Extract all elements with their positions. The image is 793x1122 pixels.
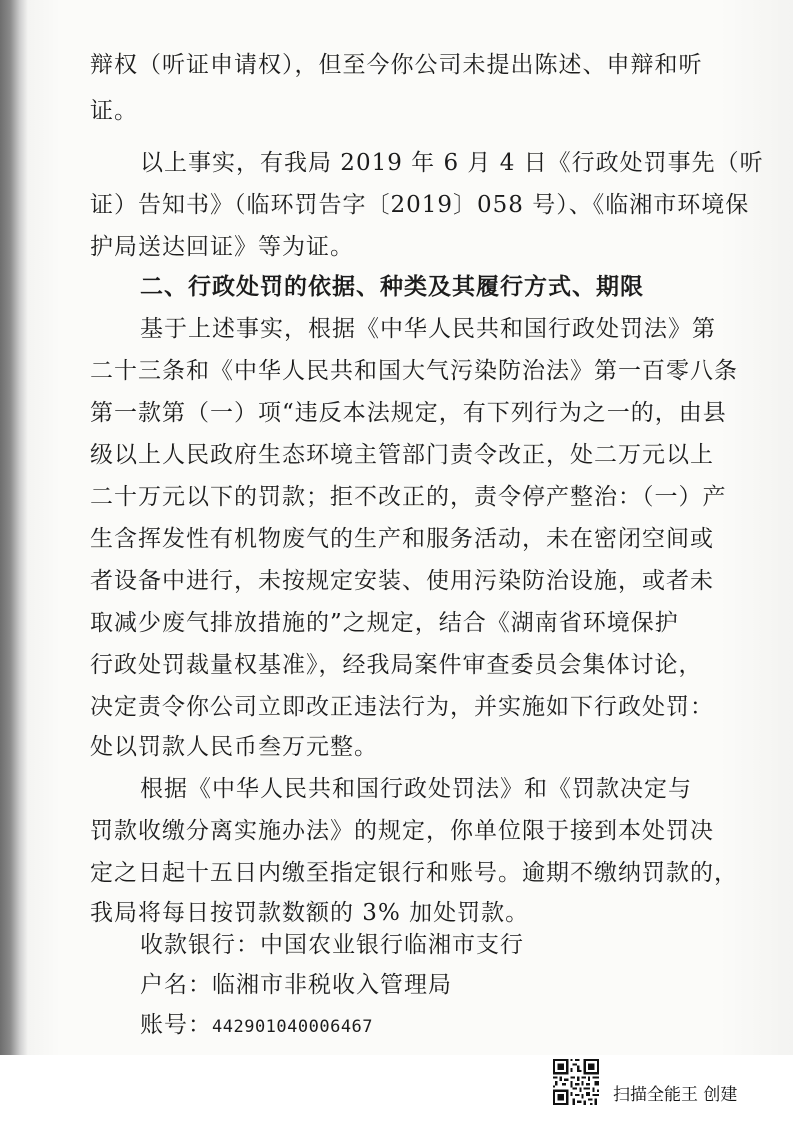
text-line: 定之日起十五日内缴至指定银行和账号。逾期不缴纳罚款的， (90, 860, 738, 886)
text-line: 取减少废气排放措施的”之规定，结合《湖南省环境保护 (90, 610, 679, 636)
bank-line (140, 930, 524, 960)
text-line: 辩权（听证申请权），但至今你公司未提出陈述、申辩和听 (90, 52, 703, 78)
text-line: 生含挥发性有机物废气的生产和服务活动，未在密闭空间或 (90, 526, 714, 552)
text-line: 证。 (90, 98, 138, 124)
text-line: 根据《中华人民共和国行政处罚法》和《罚款决定与 (140, 776, 692, 802)
bank-label: 收款银行： (140, 932, 260, 958)
account-label: 账号： (140, 1012, 212, 1038)
text-line: 我局将每日按罚款数额的 3% 加处罚款。 (90, 900, 530, 926)
text-line: 第一款第（一）项“违反本法规定，有下列行为之一的，由县 (90, 400, 727, 426)
text-line: 罚款收缴分离实施办法》的规定，你单位限于接到本处罚决 (90, 818, 714, 844)
payee-label: 户名： (140, 972, 212, 998)
text-line: 二十三条和《中华人民共和国大气污染防治法》第一百零八条 (90, 358, 738, 384)
scanner-watermark: 扫描全能王 创建 (613, 1085, 738, 1105)
text-line: 级以上人民政府生态环境主管部门责令改正，处二万元以上 (90, 442, 714, 468)
text-line: 处以罚款人民币叁万元整。 (90, 734, 378, 760)
text-line: 行政处罚裁量权基准》，经我局案件审查委员会集体讨论， (90, 652, 703, 678)
bank-value: 中国农业银行临湘市支行 (260, 932, 524, 958)
text-line: 基于上述事实，根据《中华人民共和国行政处罚法》第 (140, 316, 716, 342)
payee-line (140, 970, 452, 1000)
text-line: 证）告知书》（临环罚告字〔2019〕058 号）、《临湘市环境保 (90, 192, 750, 218)
section-heading: 二、行政处罚的依据、种类及其履行方式、期限 (140, 273, 644, 300)
account-line (140, 1010, 373, 1042)
payee-value: 临湘市非税收入管理局 (212, 972, 452, 998)
text-line: 护局送达回证》等为证。 (90, 234, 354, 260)
text-line: 者设备中进行，未按规定安装、使用污染防治设施，或者未 (90, 568, 714, 594)
text-line: 二十万元以下的罚款；拒不改正的，责令停产整治：（一）产 (90, 484, 727, 510)
text-line: 以上事实，有我局 2019 年 6 月 4 日《行政处罚事先（听 (140, 150, 764, 176)
account-number: 442901040006467 (212, 1017, 374, 1037)
text-line: 决定责令你公司立即改正违法行为，并实施如下行政处罚： (90, 694, 714, 720)
qr-code-icon (553, 1059, 599, 1105)
